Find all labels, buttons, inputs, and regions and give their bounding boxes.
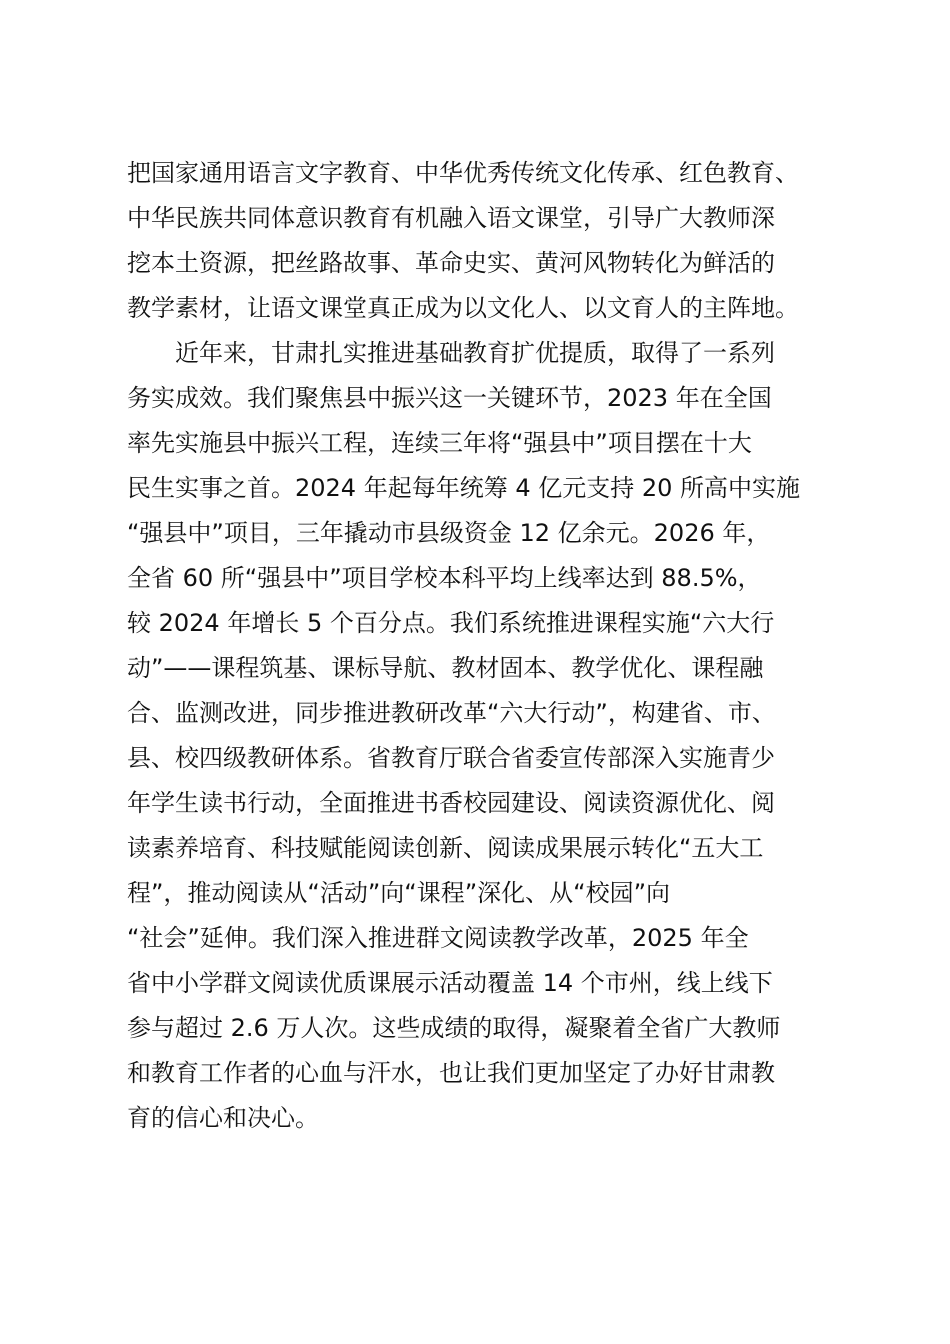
text-line: 合、监测改进，同步推进教研改革“六大行动”，构建省、市、 <box>127 699 776 727</box>
text-line: “强县中”项目，三年撬动市县级资金 12 亿余元。2026 年， <box>127 519 771 547</box>
paragraph-first-line: 近年来，甘肃扎实推进基础教育扩优提质，取得了一系列 <box>175 339 775 367</box>
text-line: 县、校四级教研体系。省教育厅联合省委宣传部深入实施青少 <box>127 744 775 772</box>
text-line: “社会”延伸。我们深入推进群文阅读教学改革，2025 年全 <box>127 924 749 952</box>
text-line: 务实成效。我们聚焦县中振兴这一关键环节，2023 年在全国 <box>127 384 772 412</box>
text-line: 挖本土资源，把丝路故事、革命史实、黄河风物转化为鲜活的 <box>127 249 775 277</box>
text-line: 参与超过 2.6 万人次。这些成绩的取得，凝聚着全省广大教师 <box>127 1014 781 1042</box>
text-line: 年学生读书行动，全面推进书香校园建设、阅读资源优化、阅 <box>127 789 775 817</box>
text-line: 读素养培育、科技赋能阅读创新、阅读成果展示转化“五大工 <box>127 834 764 862</box>
text-line: 全省 60 所“强县中”项目学校本科平均上线率达到 88.5%， <box>127 564 762 592</box>
text-line: 较 2024 年增长 5 个百分点。我们系统推进课程实施“六大行 <box>127 609 775 637</box>
text-line: 民生实事之首。2024 年起每年统筹 4 亿元支持 20 所高中实施 <box>127 474 801 502</box>
text-line: 育的信心和决心。 <box>127 1104 319 1132</box>
text-line: 教学素材，让语文课堂真正成为以文化人、以文育人的主阵地。 <box>127 294 799 322</box>
text-line: 动”——课程筑基、课标导航、教材固本、教学优化、课程融 <box>127 654 764 682</box>
text-line: 把国家通用语言文字教育、中华优秀传统文化传承、红色教育、 <box>127 159 799 187</box>
text-line: 程”，推动阅读从“活动”向“课程”深化、从“校园”向 <box>127 879 671 907</box>
text-line: 中华民族共同体意识教育有机融入语文课堂，引导广大教师深 <box>127 204 775 232</box>
text-line: 和教育工作者的心血与汗水，也让我们更加坚定了办好甘肃教 <box>127 1059 775 1087</box>
text-line: 率先实施县中振兴工程，连续三年将“强县中”项目摆在十大 <box>127 429 752 457</box>
body-text <box>127 151 847 1141</box>
text-line: 省中小学群文阅读优质课展示活动覆盖 14 个市州，线上线下 <box>127 969 773 997</box>
